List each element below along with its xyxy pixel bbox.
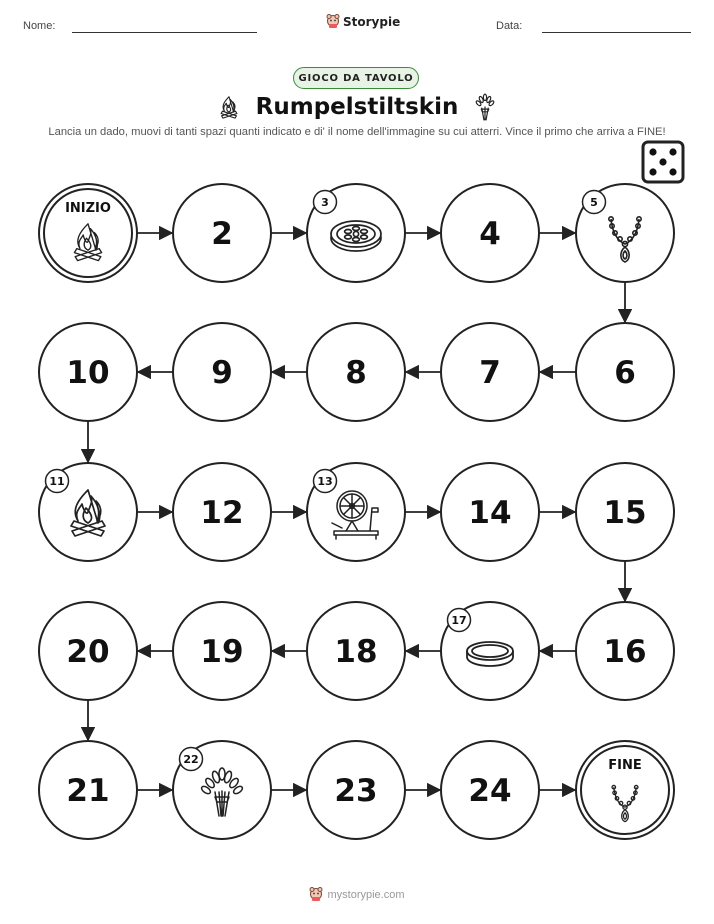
- space-number: 20: [66, 634, 110, 670]
- board-space[interactable]: [39, 741, 137, 839]
- footer: [0, 887, 714, 905]
- finish-space[interactable]: [576, 741, 674, 839]
- game-type-badge: GIOCO DA TAVOLO: [293, 67, 419, 89]
- board-space[interactable]: [307, 184, 405, 282]
- board-space[interactable]: [576, 323, 674, 421]
- title-text: Rumpelstiltskin: [255, 94, 459, 120]
- space-number: 2: [211, 216, 233, 252]
- space-number: 21: [66, 773, 110, 809]
- space-circle: [39, 184, 137, 282]
- board-space[interactable]: [173, 741, 271, 839]
- space-number: 19: [200, 634, 244, 670]
- space-number: 4: [479, 216, 501, 252]
- board-space[interactable]: [441, 323, 539, 421]
- space-number: 15: [603, 495, 647, 531]
- space-number: 16: [603, 634, 647, 670]
- space-number: 24: [468, 773, 512, 809]
- board-space[interactable]: [307, 463, 405, 561]
- space-number: 22: [183, 753, 199, 767]
- board-space[interactable]: [39, 323, 137, 421]
- space-number: 7: [479, 355, 501, 391]
- space-number: 17: [451, 614, 467, 628]
- board-space[interactable]: [39, 463, 137, 561]
- space-number: 12: [200, 495, 244, 531]
- space-number: 14: [468, 495, 512, 531]
- board-space[interactable]: [307, 602, 405, 700]
- start-space[interactable]: [39, 184, 137, 282]
- board-space[interactable]: [441, 463, 539, 561]
- space-number: 8: [345, 355, 367, 391]
- space-number: 13: [317, 475, 333, 489]
- board-space[interactable]: [576, 463, 674, 561]
- space-number: 11: [49, 475, 65, 489]
- board-space[interactable]: [307, 323, 405, 421]
- space-label: INIZIO: [65, 201, 111, 216]
- space-number: 10: [66, 355, 110, 391]
- board-space[interactable]: [173, 323, 271, 421]
- name-label: Nome:: [23, 20, 56, 32]
- board-space[interactable]: [39, 602, 137, 700]
- date-label: Data:: [496, 20, 523, 32]
- space-number: 18: [334, 634, 378, 670]
- board-space[interactable]: [173, 184, 271, 282]
- board-space[interactable]: [576, 184, 674, 282]
- space-number: 9: [211, 355, 233, 391]
- board-space[interactable]: [307, 741, 405, 839]
- board-space[interactable]: [441, 184, 539, 282]
- board-space[interactable]: [576, 602, 674, 700]
- space-number: 5: [590, 196, 598, 210]
- space-number: 23: [334, 773, 378, 809]
- board-space[interactable]: [441, 602, 539, 700]
- coin-icon: [331, 221, 381, 251]
- board-space[interactable]: [441, 741, 539, 839]
- instructions-text: Lancia un dado, muovi di tanti spazi quanti indicato e di' il nome dell'immagine su cui atterri. Vince il primo che arriva a FINE!: [48, 126, 666, 138]
- space-label: FINE: [608, 758, 642, 773]
- space-circle: [576, 741, 674, 839]
- brand-name: Storypie: [343, 14, 401, 29]
- space-number: 3: [321, 196, 329, 210]
- space-number: 6: [614, 355, 636, 391]
- footer-url: mystorypie.com: [327, 888, 405, 901]
- storypie-mascot-icon: [309, 887, 323, 902]
- board-space[interactable]: [173, 602, 271, 700]
- board-space[interactable]: [173, 463, 271, 561]
